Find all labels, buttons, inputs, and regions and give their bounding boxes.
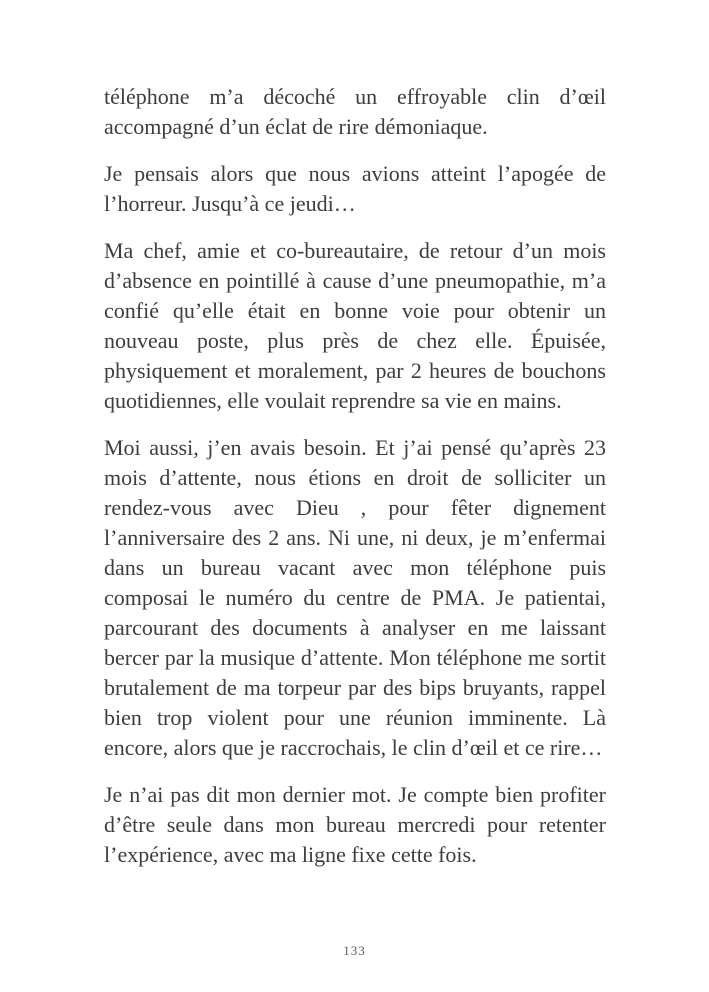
- paragraph: téléphone m’a décoché un effroyable clin d’œil accompagné d’un éclat de rire démoniaque.: [104, 84, 606, 139]
- paragraph: Ma chef, amie et co-bureautaire, de retour d’un mois d’absence en pointillé à cause d’une pneumopathie, m’a confié qu’elle était en bonne voie pour obtenir un nouveau poste, plus près de chez elle. Épuisée, physiquement et moralement, par 2 heures de bouchons quotidiennes, elle voulait reprendre sa vie en mains.: [104, 238, 606, 413]
- paragraph: Moi aussi, j’en avais besoin. Et j’ai pensé qu’après 23 mois d’attente, nous étions en droit de solliciter un rendez-vous avec Dieu , pour fêter dignement l’anniversaire des 2 ans. Ni une, ni deux, je m’enfermai dans un bureau vacant avec mon téléphone puis composai le numéro du centre de PMA. Je patientai, parcourant des documents à analyser en me laissant bercer par la musique d’attente. Mon téléphone me sortit brutalement de ma torpeur par des bips bruyants, rappel bien trop violent pour une réunion imminente. Là encore, alors que je raccrochais, le clin d’œil et ce rire…: [104, 435, 606, 760]
- paragraph: Je n’ai pas dit mon dernier mot. Je compte bien profiter d’être seule dans mon bureau mercredi pour retenter l’expérience, avec ma ligne fixe cette fois.: [104, 782, 606, 867]
- page-number: 133: [343, 943, 366, 958]
- paragraph: Je pensais alors que nous avions atteint l’apogée de l’horreur. Jusqu’à ce jeudi…: [104, 161, 606, 216]
